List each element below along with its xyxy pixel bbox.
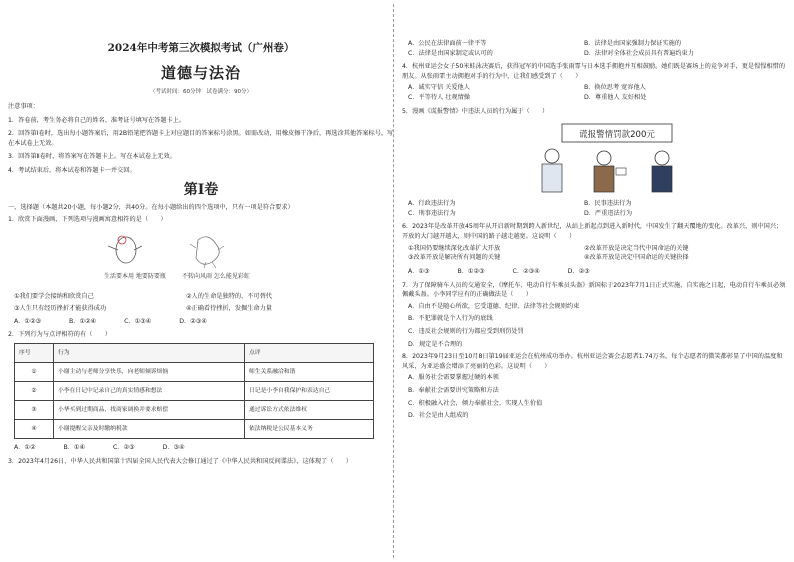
table-header-row [15,344,374,363]
q1-items [8,292,394,314]
q6-option-d[interactable]: D．②③ [567,267,590,275]
q7-option-a[interactable]: A．自由不是随心所欲，它受道德、纪律、法律等社会规则约束 [408,302,580,310]
table-cell: ③ [15,401,54,420]
q7-options [402,302,788,349]
q7-option-b[interactable]: B．不犯罪就是个人行为的底线 [408,315,493,323]
q3-option-d[interactable]: D．法律对全体社会成员具有普遍约束力 [583,49,694,57]
q7-option-c[interactable]: C．违反社会规则的行为都应受到刑罚处罚 [408,327,524,335]
q4-stem: 4．杭州亚运会女子50米蛙泳决赛后，获得冠军的中国选手张雨霏与日本选手拥抱并互相鼓励。她们既是赛场上的竞争对手，更是惺惺相惜的朋友。从张雨霏主动拥抱对手的行为中，让我们感受到了（ ） [402,63,786,80]
q1-option-a[interactable]: A．①②③ [14,317,42,325]
table-row [15,420,374,439]
q6-items [408,244,788,263]
q5-option-c[interactable]: C．刑事违法行为 [408,209,456,217]
q2-option-c[interactable]: C．②③ [112,444,135,452]
cartoon-caption-right: 不转向风雨 怎么能见彩虹 [182,272,250,280]
q2-option-d[interactable]: D．③④ [162,444,185,452]
q8-option-c[interactable]: C．积极融入社会，倾力奉献社会，实现人生价值 [408,399,543,407]
q5-option-b[interactable]: B．民事违法行为 [583,200,632,208]
volume-heading: 第Ⅰ卷 [183,181,219,198]
note-3: 3．回答第Ⅱ卷时，将答案写在答题卡上。写在本试卷上无效。 [8,153,176,161]
exam-subject: 道德与法治 [160,64,241,83]
q6-item-1: ①我国仍要继续深化改革扩大开放 [408,244,501,252]
q3-option-a[interactable]: A．公民在法律面前一律平等 [408,40,487,47]
q1-stem: 1．欣赏下面漫画，下列选项与漫画寓意相符的是（ ） [8,215,167,223]
q3-options [408,39,788,58]
q5-options [408,199,788,218]
q2-table [14,343,374,439]
section-heading: 一、选择题（本题共20小题，每小题2分，共40分。在每小题给出的四个选项中，只有一项是符合要求） [8,204,294,212]
comic-illustration [522,120,702,196]
table-cell: 小华买到过期商品，找商家调换并要求赔偿 [54,401,245,420]
q5-option-a[interactable]: A．行政违法行为 [408,200,456,208]
q2-option-a[interactable]: A．①② [14,444,36,452]
q4-option-d[interactable]: D．尊重他人 友好相处 [583,94,647,102]
q1-item-1: ①我们要学会接纳和欣赏自己 [14,292,94,300]
q1-option-c[interactable]: C．①③④ [124,317,152,325]
cartoon-caption-left: 生活要本用 地要防要瓶 [104,272,166,280]
q4-option-a[interactable]: A．诚实守信 关爱他人 [408,84,470,92]
q8-option-a[interactable]: A．服务社会需要掌握过硬的本领 [408,374,499,382]
q6-option-a[interactable]: A．①③ [408,267,430,275]
table-cell: ④ [15,420,54,439]
q1-item-2: ②人的生命是独特的、不可替代 [185,292,272,300]
table-header: 点评 [245,344,374,363]
right-page [402,0,788,562]
q1-cartoon [78,228,258,290]
table-row [15,401,374,420]
q6-options [408,267,788,277]
q1-option-b[interactable]: B．①②④ [69,317,97,325]
exam-meta: （考试时间：60分钟 试卷满分：90分） [150,88,252,95]
q5-comic [522,120,702,196]
q7-stem: 7．为了保障骑车人员的交通安全，《摩托车、电动自行车乘员头盔》新国标于2023年7月1日正式实施，自实施之日起，电动自行车乘员必须佩戴头盔。小李同学应有的正确做法是（ ） [402,281,786,299]
q8-option-d[interactable]: D．社会是由人组成的 [408,412,469,420]
exam-title: 2024年中考第三次模拟考试（广州卷） [107,42,295,54]
table-cell: 通过诉讼方式依法维权 [245,401,374,420]
table-cell: ② [15,382,54,401]
left-page [8,0,394,562]
note-1: 1．答卷前，考生务必将自己的姓名、准考证号填写在答题卡上。 [8,116,186,124]
q6-item-2: ②改革开放是决定当代中国命运的关键 [583,244,689,252]
table-header: 序号 [15,344,54,363]
table-row [15,363,374,382]
table-cell: ① [15,363,54,382]
q2-options [14,443,394,453]
page-divider [393,4,394,558]
q1-options [14,317,394,327]
q4-option-b[interactable]: B．换位思考 宽容他人 [583,84,646,92]
q4-options [408,83,788,102]
q1-item-4: ④正确看待挫折，发掘生命力量 [185,305,272,313]
note-2: 2．回答第Ⅰ卷时，选出每小题答案后，用2B铅笔把答题卡上对应题目的答案标号涂黑。如需改动，用橡皮擦干净后，再选涂其他答案标号。写在本试卷上无效。 [8,130,394,147]
table-cell: 小谢主动与老师分享快乐，向老师倾诉烦恼 [54,363,245,382]
q6-item-3: ③改革开放是解决所有问题的关键 [408,254,501,262]
q3-option-b[interactable]: B．法律是由国家强制力保证实施的 [583,40,682,47]
q5-option-d[interactable]: D．严重违法行为 [583,209,633,217]
cartoon-illustration [78,228,258,290]
q4-option-c[interactable]: C．平等待人 壮观情操 [408,94,470,102]
q8-option-b[interactable]: B．奉献社会需要讲究策略和方法 [408,387,499,395]
q6-option-c[interactable]: C．②③④ [512,267,540,275]
comic-sign-text: 谎报警情罚款200元 [579,130,655,141]
table-cell: 日记是小李自我保护和表达自己 [245,382,374,401]
q2-option-b[interactable]: B．①④ [63,444,86,452]
table-cell: 小谢提醒父亲及时缴纳税款 [54,420,245,439]
q8-options [402,373,788,420]
q6-option-b[interactable]: B．①②③ [457,267,485,275]
q3-stem: 3．2023年4月26日，中华人民共和国第十四届全国人民代表大会修订通过了《中华人民共和国反间谍法》，这体现了（ ） [8,457,352,465]
table-cell: 小李在日记中记录自己的真实情感和想法 [54,382,245,401]
table-cell: 师生关系融洽和谐 [245,363,374,382]
q1-option-d[interactable]: D．②③④ [179,317,207,325]
q3-option-c[interactable]: C．法律是由国家制定或认可的 [408,49,493,57]
q7-option-d[interactable]: D．规定是不合理的 [408,340,463,348]
q8-stem: 8．2023年9月23日至10月8日第19届亚运会在杭州成功举办。杭州亚运会赛会志愿者1.74万名，每个志愿者的微笑都彰显了中国的温度和风采，为亚运盛会增添了亮丽的色彩。这说明（ ） [402,353,783,370]
q5-stem: 5．漫画《谎报警情》中违法人员的行为属于（ ） [402,107,549,115]
notes-block [8,102,394,176]
q6-item-4: ④改革开放是决定中国命运的关键抉择 [583,254,689,262]
q6-stem: 6．2023年是改革开放45周年从开启新时期到跨入新世纪，从站上新起点到进入新时代，中国发生了翻天覆地的变化。改革兴，则中国兴；开放的大门越开越大，则中国的路子越走越宽。这说明（ ） [402,223,783,241]
notes-heading: 注意事项： [8,103,39,111]
table-cell: 依法纳税是公民基本义务 [245,420,374,439]
q1-item-3: ③人生只有经历挫折才能获得成功 [14,305,107,313]
note-4: 4．考试结束后，将本试卷和答题卡一并交回。 [8,167,136,175]
q2-stem: 2．下列行为与点评相符的有（ ） [8,331,111,339]
table-row [15,382,374,401]
table-header: 行为 [54,344,245,363]
